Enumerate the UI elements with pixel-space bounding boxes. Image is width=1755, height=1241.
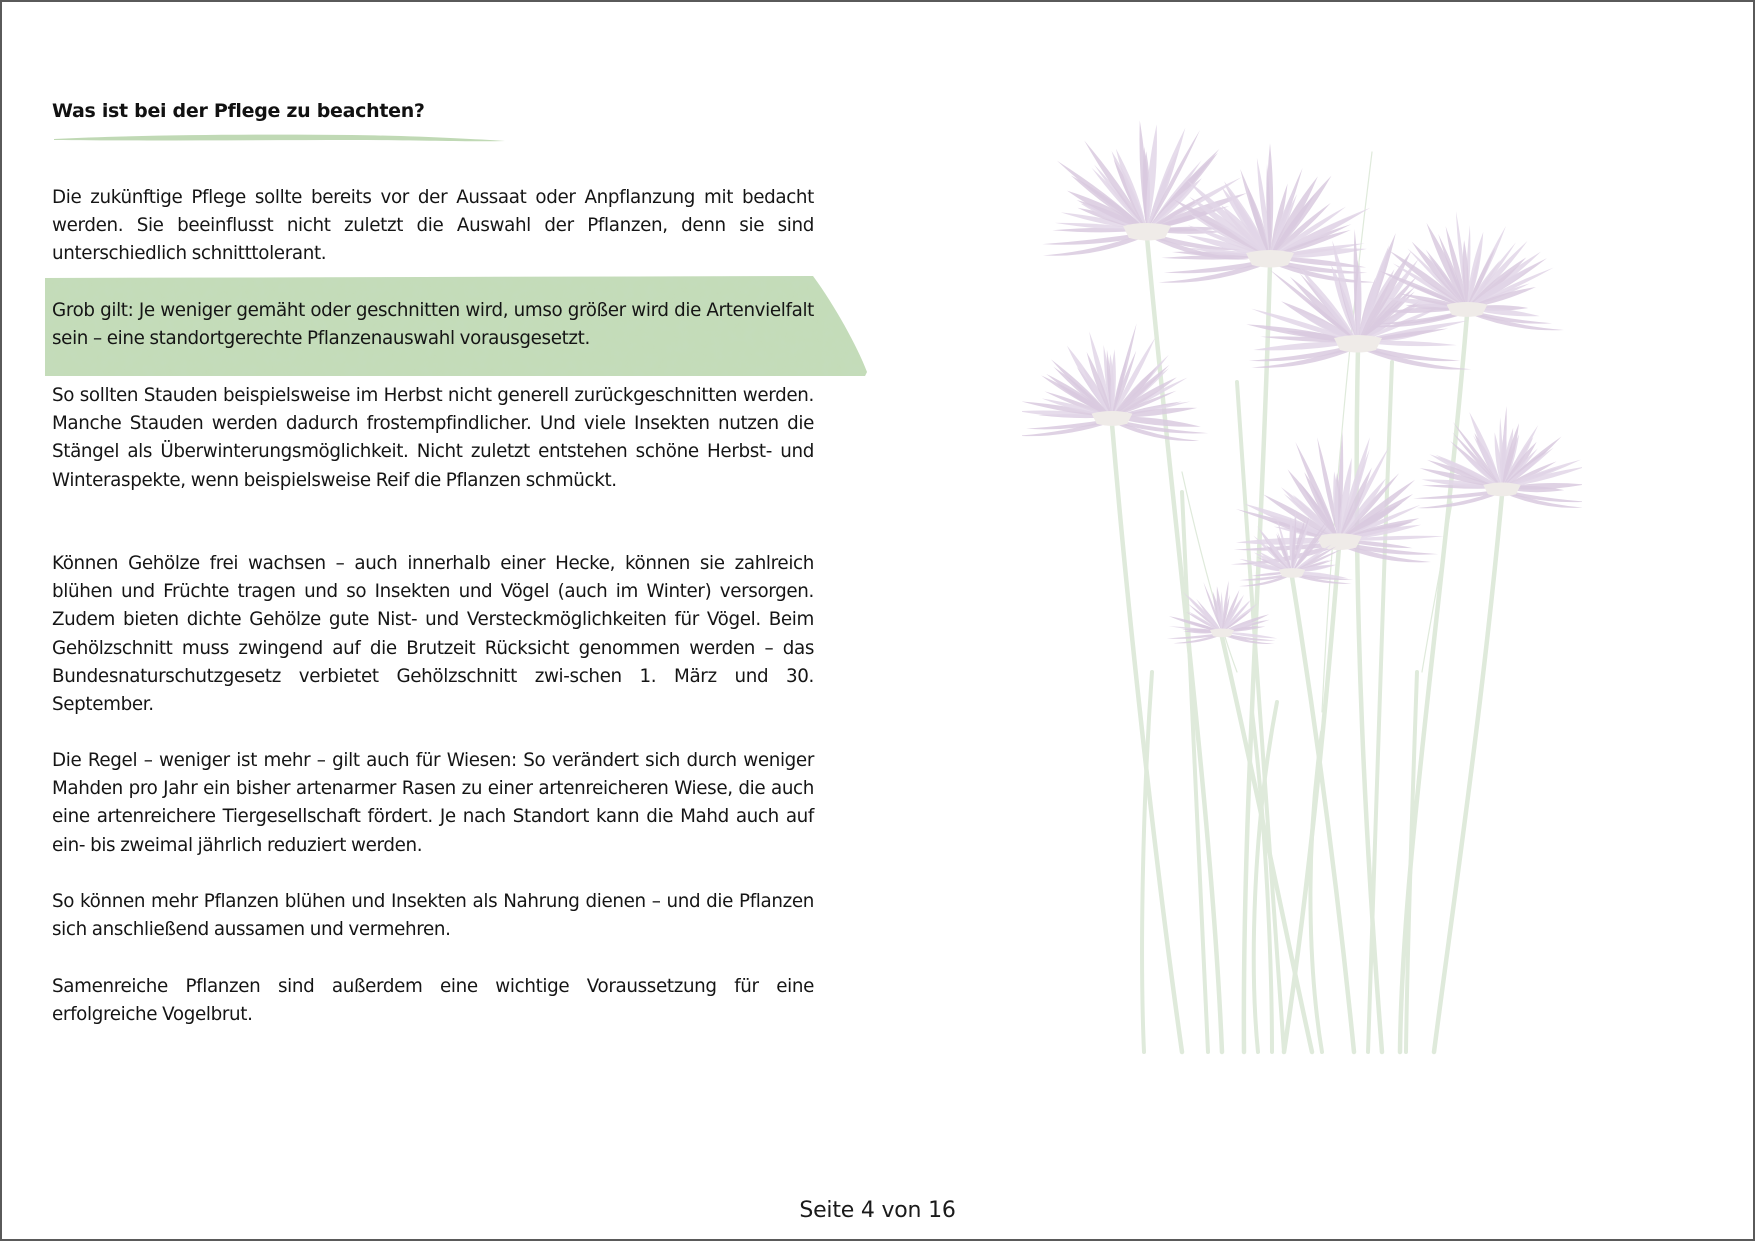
paragraph-bluehen: So können mehr Pflanzen blühen und Insekten als Nahrung dienen – und die Pflanzen sich anschließend aussamen und vermehren. — [52, 891, 814, 941]
flower-heads — [1022, 120, 1582, 644]
flower-center — [1123, 223, 1171, 241]
paragraph-stauden: So sollten Stauden beispielsweise im Herbst nicht generell zurückgeschnitten werden. Manche Stauden werden dadurch frostempfindlicher. Und viele Insekten nutzen die Stängel als Überwinterungsmöglichkeit. Nicht zuletzt entstehen schöne Herbst- und Winteraspekte, wenn beispielsweise Reif die Pflanzen schmückt. — [52, 385, 814, 491]
flower-center — [1483, 483, 1520, 497]
flower-head-icon — [1413, 406, 1582, 508]
flower-center — [1279, 568, 1305, 578]
paragraph-highlighted: Grob gilt: Je weniger gemäht oder geschnitten wird, umso größer wird die Artenvielfalt sein – eine standortgerechte Pflanzenauswahl vorausgesetzt. — [52, 300, 814, 350]
flower-center — [1447, 302, 1488, 317]
stem — [1434, 495, 1502, 1052]
stem — [1182, 492, 1208, 1052]
flower-center — [1316, 533, 1362, 550]
heading-underline-brushstroke — [52, 132, 507, 144]
stem — [1292, 577, 1354, 1052]
stem — [1406, 672, 1417, 1052]
grass-blade — [1422, 502, 1452, 672]
flower-center — [1334, 335, 1382, 353]
flower-center — [1210, 629, 1234, 638]
paragraph-intro: Die zukünftige Pflege sollte bereits vor der Aussaat oder Anpflanzung mit bedacht werden. Sie beeinflusst nicht zuletzt die Auswahl der Pflanzen, denn sie sind unterschiedlich schnitttolerant. — [52, 187, 814, 265]
paragraph-wiesen: Die Regel – weniger ist mehr – gilt auch für Wiesen: So verändert sich durch weniger Mahden pro Jahr ein bisher artenarmer Rasen zu einer artenreicheren Wiese, die auch eine artenreichere Tiergesellschaft fördert. Je nach Standort kann die Mahd auch auf ein- bis zweimal jährlich reduziert werden. — [52, 750, 814, 856]
flower-center — [1092, 411, 1133, 426]
stem — [1147, 237, 1222, 1052]
chive-flowers-illustration — [1022, 112, 1582, 1072]
paragraph-gehoelze: Können Gehölze frei wachsen – auch innerhalb einer Hecke, können sie zahlreich blühen und Früchte tragen und so Insekten und Vögel (auch im Winter) versorgen. Zudem bieten dichte Gehölze gute Nist- und Versteckmöglichkeiten für Vögel. Beim Gehölzschnitt muss zwingend auf die Brutzeit Rücksicht genommen werden – das Bundesnaturschutzgesetz verbietet Gehölzschnitt zwi-schen 1. März und 30. September. — [52, 553, 814, 716]
flower-head-icon — [1022, 323, 1208, 441]
stem — [1222, 637, 1312, 1052]
page-number: Seite 4 von 16 — [799, 1198, 956, 1223]
section-heading: Was ist bei der Pflege zu beachten? — [52, 100, 425, 122]
paragraph-vogelbrut: Samenreiche Pflanzen sind außerdem eine wichtige Voraussetzung für eine erfolgreiche Vogelbrut. — [52, 976, 814, 1026]
flower-center — [1246, 250, 1294, 268]
